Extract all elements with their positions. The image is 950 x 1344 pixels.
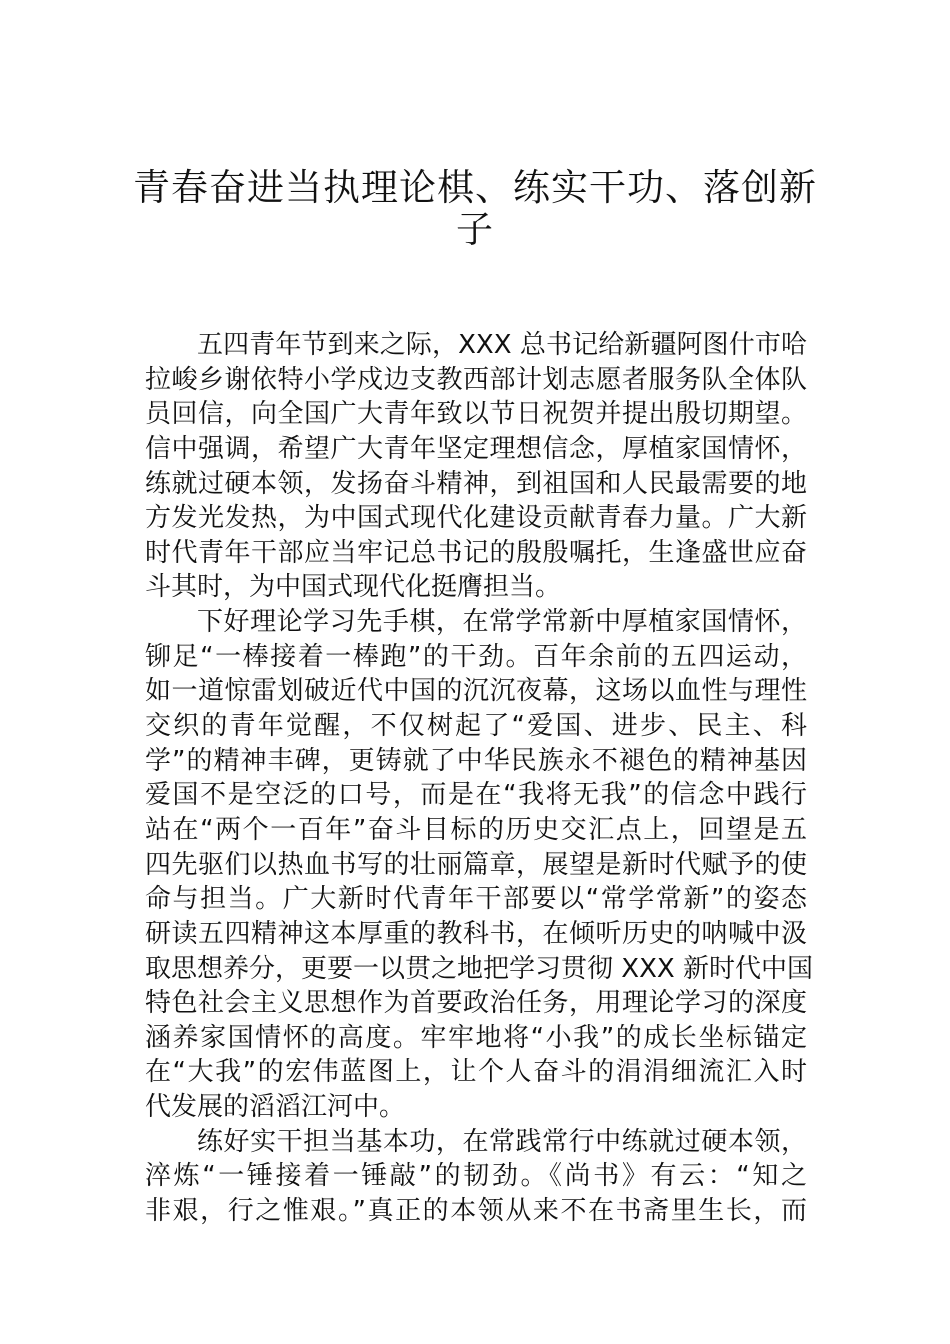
paragraph (145, 328, 807, 605)
text-line: 爱国不是空泛的口号，而是在“我将无我”的信念中践行 (145, 780, 807, 811)
text-line: 取思想养分，更要一以贯之地把学习贯彻 XXX 新时代中国 (145, 953, 813, 984)
text-line: 四先驱们以热血书写的壮丽篇章，展望是新时代赋予的使 (145, 849, 807, 880)
text-line: 如一道惊雷划破近代中国的沉沉夜幕，这场以血性与理性 (145, 676, 807, 707)
text-line: 五四青年节到来之际，XXX 总书记给新疆阿图什市哈 (197, 330, 807, 360)
text-line: 特色社会主义思想作为首要政治任务，用理论学习的深度 (145, 988, 807, 1019)
text-line: 淬炼“一锤接着一锤敲”的韧劲。《尚书》有云：“知之 (145, 1161, 807, 1192)
text-line: 信中强调，希望广大青年坚定理想信念，厚植家国情怀， (145, 433, 807, 464)
text-line: 员回信，向全国广大青年致以节日祝贺并提出殷切期望。 (145, 399, 807, 430)
text-line: 拉峻乡谢依特小学戍边支教西部计划志愿者服务队全体队 (145, 364, 807, 395)
text-line: 下好理论学习先手棋，在常学常新中厚植家国情怀， (197, 607, 807, 638)
text-line: 铆足“一棒接着一棒跑”的干劲。百年余前的五四运动， (145, 641, 807, 672)
text-line: 练就过硬本领，发扬奋斗精神，到祖国和人民最需要的地 (145, 468, 807, 499)
text-line: 研读五四精神这本厚重的教科书，在倾听历史的呐喊中汲 (145, 918, 807, 949)
text-line: 交织的青年觉醒，不仅树起了“爱国、进步、民主、科 (145, 711, 807, 742)
text-line: 斗其时，为中国式现代化挺膺担当。 (145, 572, 562, 603)
text-line: 代发展的滔滔江河中。 (145, 1092, 406, 1123)
document-title-line-1: 青春奋进当执理论棋、练实干功、落创新 (133, 166, 817, 209)
paragraph (145, 1125, 807, 1229)
text-line: 方发光发热，为中国式现代化建设贡献青春力量。广大新 (145, 503, 807, 534)
text-line: 非艰，行之惟艰。”真正的本领从来不在书斋里生长，而 (145, 1196, 807, 1227)
paragraph (145, 605, 813, 1125)
document-body (145, 328, 813, 1229)
document-title-line-2: 子 (456, 208, 494, 251)
text-line: 涵养家国情怀的高度。牢牢地将“小我”的成长坐标锚定 (145, 1022, 807, 1053)
text-line: 练好实干担当基本功，在常践常行中练就过硬本领， (197, 1126, 807, 1157)
text-line: 站在“两个一百年”奋斗目标的历史交汇点上，回望是五 (145, 814, 807, 845)
text-line: 命与担当。广大新时代青年干部要以“常学常新”的姿态 (145, 884, 807, 915)
text-line: 学”的精神丰碑，更铸就了中华民族永不褪色的精神基因 (145, 745, 807, 776)
text-line: 时代青年干部应当牢记总书记的殷殷嘱托，生逢盛世应奋 (145, 537, 807, 568)
text-line: 在“大我”的宏伟蓝图上，让个人奋斗的涓涓细流汇入时 (145, 1057, 807, 1088)
